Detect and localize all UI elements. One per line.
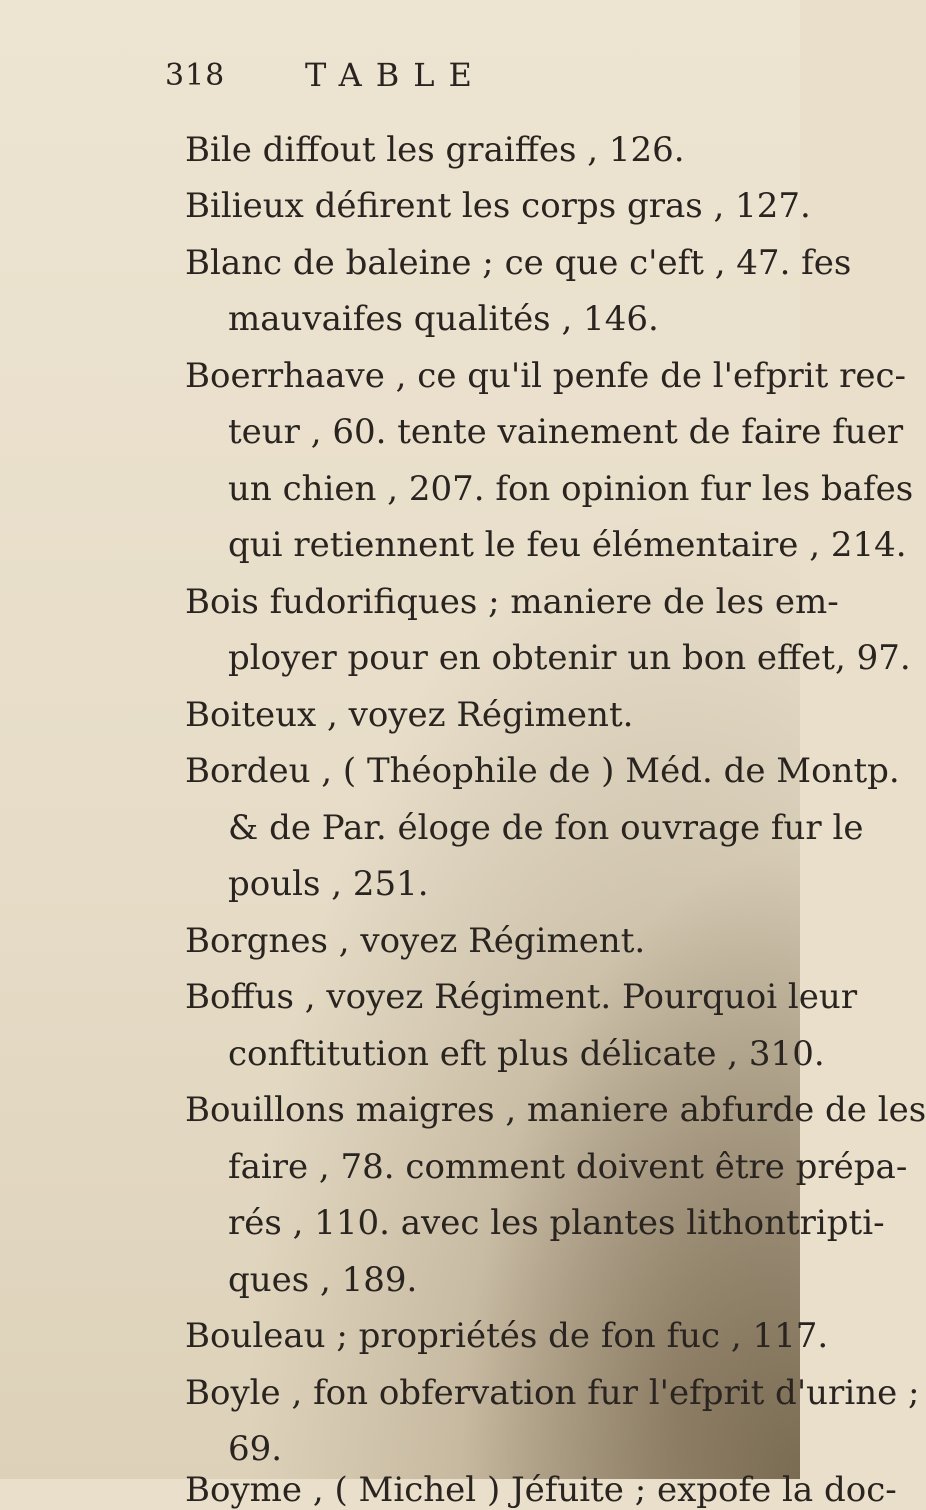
index-line: qui retiennent le feu élémentaire , 214. <box>228 525 907 565</box>
page-header <box>110 58 670 98</box>
index-line: 69. <box>228 1429 283 1469</box>
index-line: pouls , 251. <box>228 864 429 904</box>
index-line: mauvaifes qualités , 146. <box>228 299 659 339</box>
index-line: Bilieux défirent les corps gras , 127. <box>185 186 811 226</box>
index-line: faire , 78. comment doivent être prépa- <box>228 1147 908 1187</box>
index-line: conftitution eft plus délicate , 310. <box>228 1034 825 1074</box>
index-line: un chien , 207. fon opinion fur les bafes <box>228 469 914 509</box>
index-line: rés , 110. avec les plantes lithontripti- <box>228 1203 885 1243</box>
index-line: Boyme , ( Michel ) Jéfuite ; expofe la doc- <box>185 1470 897 1510</box>
running-title: TABLE <box>305 56 486 94</box>
index-line: Bouleau ; propriétés de fon fuc , 117. <box>185 1316 829 1356</box>
index-line: & de Par. éloge de fon ouvrage fur le <box>228 808 864 848</box>
index-line: ques , 189. <box>228 1260 418 1300</box>
index-line: Bordeu , ( Théophile de ) Méd. de Montp. <box>185 751 900 791</box>
index-line: Boffus , voyez Régiment. Pourquoi leur <box>185 977 858 1017</box>
index-line: Boiteux , voyez Régiment. <box>185 695 634 735</box>
index-line: Bile diffout les graiffes , 126. <box>185 130 685 170</box>
page-number: 318 <box>165 58 226 93</box>
index-line: Blanc de baleine ; ce que c'eft , 47. fes <box>185 243 852 283</box>
index-line: Bois fudorifiques ; maniere de les em- <box>185 582 839 622</box>
index-line: Boerrhaave , ce qu'il penfe de l'efprit rec- <box>185 356 906 396</box>
index-line: ployer pour en obtenir un bon effet, 97. <box>228 638 911 678</box>
index-line: Boyle , fon obfervation fur l'efprit d'urine ; <box>185 1373 920 1413</box>
index-line: teur , 60. tente vainement de faire fuer <box>228 412 904 452</box>
index-line: Bouillons maigres , maniere abfurde de les <box>185 1090 926 1130</box>
index-line: Borgnes , voyez Régiment. <box>185 921 646 961</box>
